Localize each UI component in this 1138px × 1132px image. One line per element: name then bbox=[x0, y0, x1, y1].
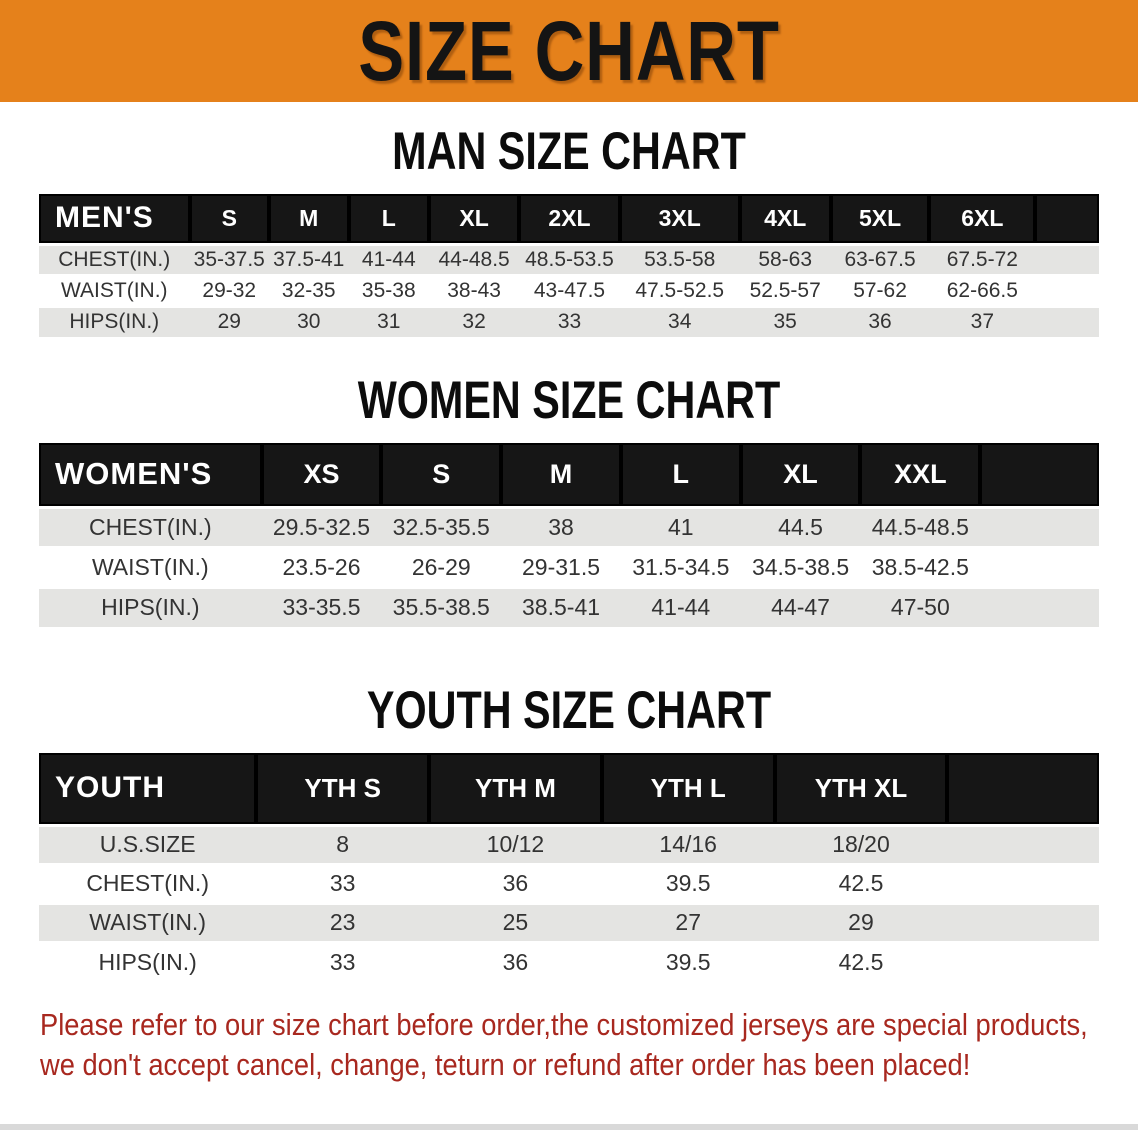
bottom-edge-bar bbox=[0, 1124, 1138, 1130]
size-cell: 38 bbox=[501, 507, 621, 547]
size-cell: 26-29 bbox=[381, 547, 501, 587]
man-chart-heading: MAN SIZE CHART bbox=[392, 122, 746, 181]
size-cell: 58-63 bbox=[740, 244, 831, 275]
spacer-cell bbox=[980, 443, 1099, 507]
size-cell: 33 bbox=[256, 864, 429, 903]
page-title: SIZE CHART bbox=[358, 4, 780, 98]
size-cell: 8 bbox=[256, 825, 429, 864]
row-label: WAIST(IN.) bbox=[39, 547, 262, 587]
column-header: 3XL bbox=[620, 194, 740, 244]
banner bbox=[0, 0, 1138, 102]
size-cell: 29.5-32.5 bbox=[262, 507, 382, 547]
size-cell: 57-62 bbox=[831, 275, 930, 306]
section-women bbox=[0, 373, 1138, 627]
table-row bbox=[39, 275, 1099, 306]
column-header: S bbox=[190, 194, 270, 244]
spacer-cell bbox=[1035, 275, 1099, 306]
table-row bbox=[39, 825, 1099, 864]
table-header-row bbox=[39, 443, 1099, 507]
spacer-cell bbox=[980, 507, 1099, 547]
table-title-cell: MEN'S bbox=[39, 194, 190, 244]
column-header: 4XL bbox=[740, 194, 831, 244]
row-label: HIPS(IN.) bbox=[39, 306, 190, 337]
column-header: M bbox=[501, 443, 621, 507]
size-cell: 41-44 bbox=[621, 587, 741, 627]
size-cell: 43-47.5 bbox=[519, 275, 620, 306]
table-row bbox=[39, 903, 1099, 942]
size-cell: 63-67.5 bbox=[831, 244, 930, 275]
size-cell: 41 bbox=[621, 507, 741, 547]
table-row bbox=[39, 507, 1099, 547]
column-header: XS bbox=[262, 443, 382, 507]
size-cell: 25 bbox=[429, 903, 602, 942]
disclaimer-line-1: Please refer to our size chart before order,the customized jerseys are special products, bbox=[40, 1007, 1088, 1042]
spacer-cell bbox=[947, 753, 1099, 825]
size-cell: 47.5-52.5 bbox=[620, 275, 740, 306]
size-cell: 42.5 bbox=[775, 942, 948, 981]
spacer-cell bbox=[980, 587, 1099, 627]
spacer-cell bbox=[1035, 244, 1099, 275]
table-row bbox=[39, 547, 1099, 587]
size-cell: 44.5-48.5 bbox=[860, 507, 980, 547]
column-header: XXL bbox=[860, 443, 980, 507]
size-cell: 34 bbox=[620, 306, 740, 337]
size-cell: 18/20 bbox=[775, 825, 948, 864]
table-row bbox=[39, 942, 1099, 981]
row-label: HIPS(IN.) bbox=[39, 587, 262, 627]
spacer-cell bbox=[947, 825, 1099, 864]
size-cell: 35-37.5 bbox=[190, 244, 270, 275]
size-cell: 37 bbox=[929, 306, 1035, 337]
row-label: U.S.SIZE bbox=[39, 825, 256, 864]
column-header: YTH L bbox=[602, 753, 775, 825]
spacer-cell bbox=[947, 864, 1099, 903]
column-header: 2XL bbox=[519, 194, 620, 244]
spacer-cell bbox=[947, 942, 1099, 981]
size-cell: 29 bbox=[775, 903, 948, 942]
size-cell: 39.5 bbox=[602, 942, 775, 981]
column-header: XL bbox=[429, 194, 519, 244]
size-cell: 31 bbox=[349, 306, 430, 337]
column-header: YTH S bbox=[256, 753, 429, 825]
size-cell: 14/16 bbox=[602, 825, 775, 864]
size-cell: 41-44 bbox=[349, 244, 430, 275]
size-cell: 29-32 bbox=[190, 275, 270, 306]
size-cell: 36 bbox=[429, 864, 602, 903]
table-title-cell: WOMEN'S bbox=[39, 443, 262, 507]
youth-size-table bbox=[39, 753, 1099, 981]
table-row bbox=[39, 864, 1099, 903]
size-cell: 33-35.5 bbox=[262, 587, 382, 627]
row-label: CHEST(IN.) bbox=[39, 864, 256, 903]
size-cell: 29 bbox=[190, 306, 270, 337]
size-cell: 27 bbox=[602, 903, 775, 942]
column-header: YTH M bbox=[429, 753, 602, 825]
table-header-row bbox=[39, 753, 1099, 825]
disclaimer-line-2: we don't accept cancel, change, teturn or refund after order has been placed! bbox=[40, 1047, 971, 1082]
size-cell: 67.5-72 bbox=[929, 244, 1035, 275]
size-cell: 35 bbox=[740, 306, 831, 337]
size-cell: 47-50 bbox=[860, 587, 980, 627]
column-header: 5XL bbox=[831, 194, 930, 244]
size-cell: 44-47 bbox=[741, 587, 861, 627]
disclaimer bbox=[40, 1005, 1138, 1085]
table-row bbox=[39, 587, 1099, 627]
column-header: XL bbox=[741, 443, 861, 507]
man-size-table bbox=[39, 194, 1099, 337]
row-label: WAIST(IN.) bbox=[39, 903, 256, 942]
spacer-cell bbox=[1035, 306, 1099, 337]
size-cell: 62-66.5 bbox=[929, 275, 1035, 306]
section-youth bbox=[0, 683, 1138, 981]
size-cell: 33 bbox=[519, 306, 620, 337]
size-cell: 38.5-41 bbox=[501, 587, 621, 627]
size-cell: 31.5-34.5 bbox=[621, 547, 741, 587]
size-cell: 30 bbox=[269, 306, 349, 337]
row-label: CHEST(IN.) bbox=[39, 507, 262, 547]
women-size-table bbox=[39, 443, 1099, 627]
size-cell: 42.5 bbox=[775, 864, 948, 903]
size-cell: 32-35 bbox=[269, 275, 349, 306]
table-header-row bbox=[39, 194, 1099, 244]
size-cell: 36 bbox=[429, 942, 602, 981]
size-cell: 33 bbox=[256, 942, 429, 981]
table-title-cell: YOUTH bbox=[39, 753, 256, 825]
size-cell: 36 bbox=[831, 306, 930, 337]
size-cell: 44-48.5 bbox=[429, 244, 519, 275]
spacer-cell bbox=[1035, 194, 1099, 244]
column-header: YTH XL bbox=[775, 753, 948, 825]
size-cell: 35.5-38.5 bbox=[381, 587, 501, 627]
row-label: HIPS(IN.) bbox=[39, 942, 256, 981]
spacer-cell bbox=[947, 903, 1099, 942]
youth-chart-heading: YOUTH SIZE CHART bbox=[366, 681, 772, 740]
column-header: L bbox=[621, 443, 741, 507]
size-cell: 53.5-58 bbox=[620, 244, 740, 275]
spacer-cell bbox=[980, 547, 1099, 587]
size-cell: 38-43 bbox=[429, 275, 519, 306]
size-cell: 34.5-38.5 bbox=[741, 547, 861, 587]
column-header: 6XL bbox=[929, 194, 1035, 244]
size-cell: 32.5-35.5 bbox=[381, 507, 501, 547]
row-label: CHEST(IN.) bbox=[39, 244, 190, 275]
size-cell: 48.5-53.5 bbox=[519, 244, 620, 275]
table-row bbox=[39, 244, 1099, 275]
size-cell: 10/12 bbox=[429, 825, 602, 864]
column-header: S bbox=[381, 443, 501, 507]
section-man bbox=[0, 124, 1138, 337]
size-cell: 39.5 bbox=[602, 864, 775, 903]
row-label: WAIST(IN.) bbox=[39, 275, 190, 306]
size-cell: 37.5-41 bbox=[269, 244, 349, 275]
size-cell: 52.5-57 bbox=[740, 275, 831, 306]
table-row bbox=[39, 306, 1099, 337]
size-cell: 35-38 bbox=[349, 275, 430, 306]
size-cell: 38.5-42.5 bbox=[860, 547, 980, 587]
column-header: M bbox=[269, 194, 349, 244]
column-header: L bbox=[349, 194, 430, 244]
size-cell: 32 bbox=[429, 306, 519, 337]
size-cell: 29-31.5 bbox=[501, 547, 621, 587]
size-cell: 23.5-26 bbox=[262, 547, 382, 587]
size-cell: 44.5 bbox=[741, 507, 861, 547]
women-chart-heading: WOMEN SIZE CHART bbox=[357, 371, 781, 430]
size-cell: 23 bbox=[256, 903, 429, 942]
